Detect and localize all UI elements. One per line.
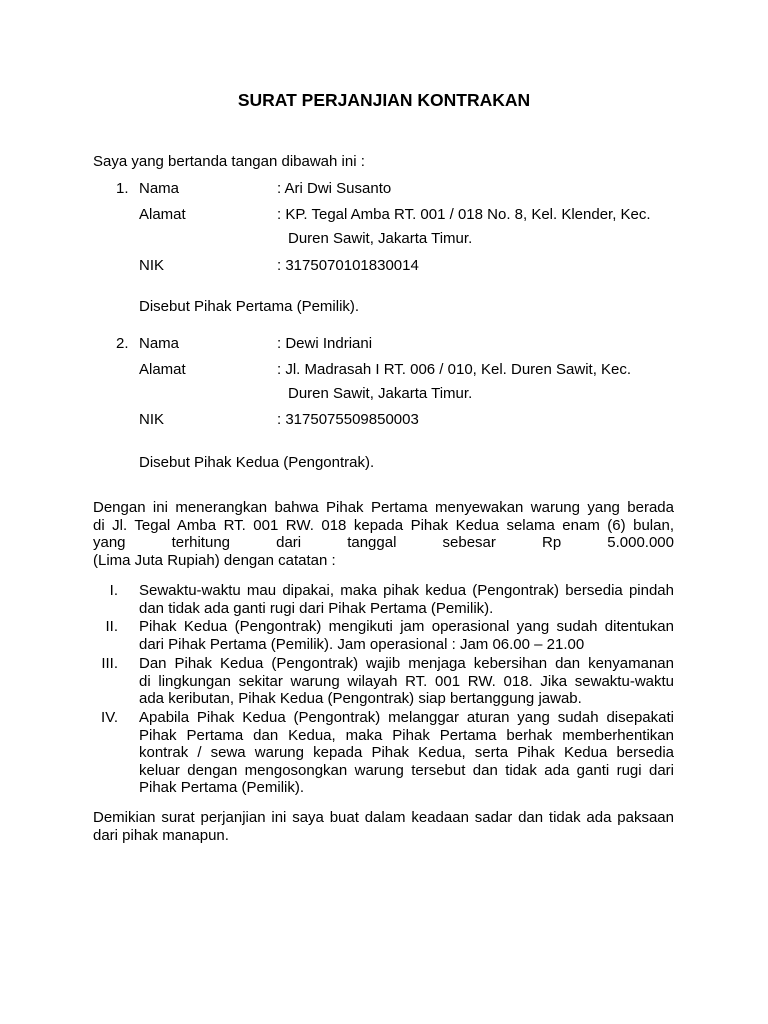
note-numeral: II. (105, 618, 118, 635)
note-item (139, 655, 674, 708)
note-line: dan tidak ada ganti rugi dari Pihak Pertama (Pemilik). (139, 599, 494, 617)
paragraph-line: di Jl. Tegal Amba RT. 001 RW. 018 kepada Pihak Kedua selama enam (6) bulan, (93, 516, 674, 534)
address-value: : Jl. Madrasah I RT. 006 / 010, Kel. Duren Sawit, Kec. (277, 361, 632, 378)
document-title: SURAT PERJANJIAN KONTRAKAN (237, 90, 531, 110)
address-value-continued: Duren Sawit, Jakarta Timur. (288, 385, 473, 402)
nik-value: : 3175070101830014 (277, 257, 419, 274)
party-role: Disebut Pihak Kedua (Pengontrak). (139, 454, 375, 471)
paragraph-line-split (93, 534, 674, 552)
address-value-continued: Duren Sawit, Jakarta Timur. (288, 230, 473, 247)
paragraph-line: dari pihak manapun. (93, 826, 229, 844)
closing-paragraph (93, 809, 674, 844)
address-label: Alamat (139, 206, 186, 223)
note-line: ada keributan, Pihak Kedua (Pengontrak) siap bertanggung jawab. (139, 690, 582, 707)
name-value: : Dewi Indriani (277, 335, 373, 352)
note-line: keluar dengan mengosongkan warung tersebut dan tidak ada ganti rugi dari (139, 761, 674, 779)
note-numeral: III. (101, 655, 118, 672)
name-value: : Ari Dwi Susanto (277, 180, 392, 197)
note-line: di lingkungan sekitar warung wilayah RT. 001 RW. 018. Jika sewaktu-waktu (139, 672, 674, 690)
name-label: Nama (139, 180, 180, 197)
note-numeral: I. (109, 582, 118, 599)
note-line: dari Pihak Pertama (Pemilik). Jam operasional : Jam 06.00 – 21.00 (139, 635, 585, 653)
price-text: sebesar Rp 5.000.000 (442, 534, 674, 551)
paragraph-line: Demikian surat perjanjian ini saya buat dalam keadaan sadar dan tidak ada paksaan (93, 809, 674, 826)
party-role: Disebut Pihak Pertama (Pemilik). (139, 298, 360, 315)
party-number: 1. (116, 180, 129, 197)
start-date-text: yang terhitung dari tanggal (93, 534, 397, 551)
paragraph-line: Dengan ini menerangkan bahwa Pihak Pertama menyewakan warung yang berada (93, 499, 674, 516)
address-value: : KP. Tegal Amba RT. 001 / 018 No. 8, Kel. Klender, Kec. (277, 206, 651, 223)
nik-label: NIK (139, 257, 165, 274)
note-line: Apabila Pihak Kedua (Pengontrak) melanggar aturan yang sudah disepakati (139, 709, 674, 726)
note-line: Sewaktu-waktu mau dipakai, maka pihak kedua (Pengontrak) bersedia pindah (139, 582, 674, 599)
note-numeral: IV. (101, 709, 118, 726)
note-item (139, 709, 674, 797)
note-item (139, 618, 674, 653)
agreement-paragraph (93, 499, 674, 569)
note-item (139, 582, 674, 617)
note-line: Pihak Kedua (Pengontrak) mengikuti jam operasional yang sudah ditentukan (139, 618, 674, 635)
intro-text: Saya yang bertanda tangan dibawah ini : (93, 153, 365, 170)
note-line: Dan Pihak Kedua (Pengontrak) wajib menjaga kebersihan dan kenyamanan (139, 655, 674, 672)
party-number: 2. (116, 335, 129, 352)
nik-label: NIK (139, 411, 165, 428)
nik-value: : 3175075509850003 (277, 411, 419, 428)
paragraph-line: (Lima Juta Rupiah) dengan catatan : (93, 551, 336, 569)
address-label: Alamat (139, 361, 186, 378)
note-line: Pihak Pertama dan Kedua, maka Pihak Pertama berhak memberhentikan (139, 726, 674, 744)
note-line: Pihak Pertama (Pemilik). (139, 779, 305, 796)
note-line: kontrak / sewa warung kepada Pihak Kedua, serta Pihak Kedua bersedia (139, 744, 674, 761)
name-label: Nama (139, 335, 180, 352)
